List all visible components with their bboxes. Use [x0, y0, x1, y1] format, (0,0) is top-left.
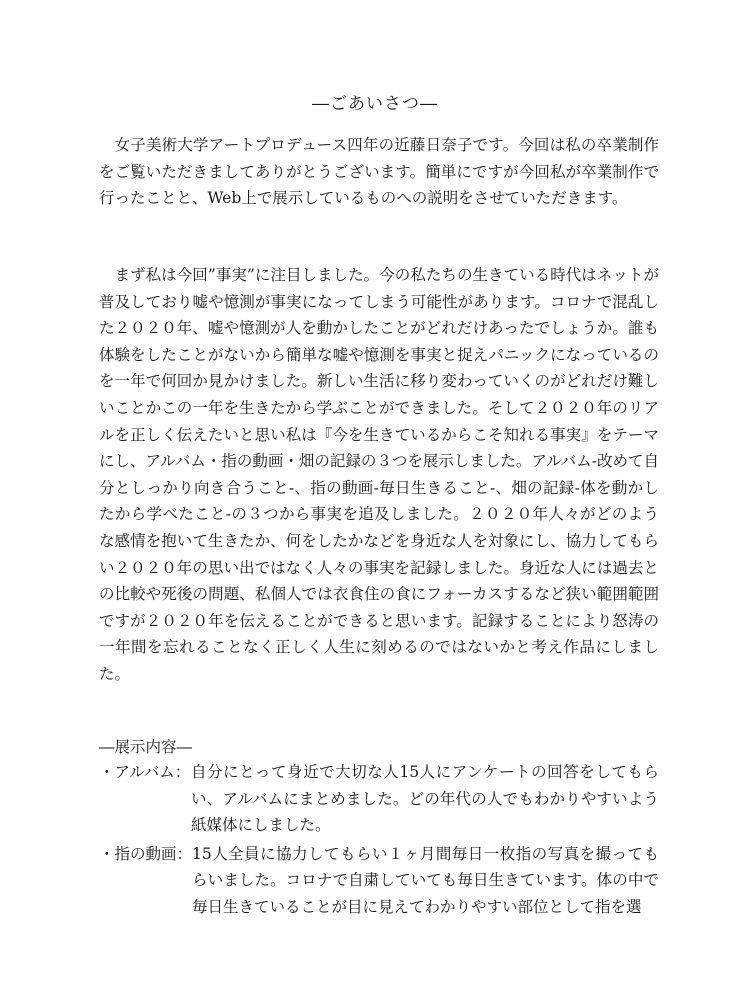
- exhibit-section-heading: ―展示内容―: [99, 738, 193, 756]
- page-title: ―ごあいさつ―: [312, 94, 438, 114]
- body-paragraph: まず私は今回”事実”に注目しました。今の私たちの生きている時代はネットが普及しており嘘や憶測が事実になってしまう可能性があります。コロナで混乱した２０２０年、嘘や憶測が人を動かしたことがどれだけあったでしょうか。誰も体験をしたことがないから簡単な嘘や憶測を事実と捉えパニックになっているのを一年で何回か見かけました。新しい生活に移り変わっていくのがどれだけ難しいことかこの一年を生きたから学ぶことができました。そして２０２０年のリアルを正しく伝えたいと思い私は『今を生きているからこそ知れる事実』をテーマにし、アルバム・指の動画・畑の記録の３つを展示しました。アルバム-改めて自分としっかり向き合うこと-、指の動画-毎日生きること-、畑の記録-体を動かしたから学べたこと-の３つから事実を追及しました。２０２０年人々がどのような感情を抱いて生きたか、何をしたかなどを身近な人を対象にし、協力してもらい２０２０年の思い出ではなく人々の事実を記録しました。身近な人には過去との比較や死後の問題、私個人では衣食住の食にフォーカスするなど狭い範囲範囲ですが２０２０年を伝えることができると思います。記録することにより怒涛の一年間を忘れることなく正しく人生に刻めるのではないかと考え作品にしました。: [99, 266, 659, 683]
- exhibit-list: [99, 759, 659, 923]
- exhibit-item-album: [99, 759, 659, 839]
- exhibit-item-finger-video: [99, 841, 659, 921]
- exhibit-description: 自分にとって身近で大切な人15人にアンケートの回答をしてもらい、アルバムにまとめました。どの年代の人でもわかりやすいよう紙媒体にしました。: [191, 763, 659, 835]
- exhibit-description: 15人全員に協力してもらい１ヶ月間毎日一枚指の写真を撮ってもらいました。コロナで自粛していても毎日生きています。体の中で毎日生きていることが目に見えてわかりやすい部位として指を選: [192, 844, 659, 916]
- exhibit-label: ・アルバム：: [99, 763, 191, 781]
- intro-paragraph: 女子美術大学アートプロデュース四年の近藤日奈子です。今回は私の卒業制作をご覧いただきましてありがとうございます。簡単にですが今回私が卒業制作で行ったことと、Web上で展示しているものへの説明をさせていただきます。: [99, 136, 659, 208]
- exhibit-label: ・指の動画：: [99, 844, 193, 863]
